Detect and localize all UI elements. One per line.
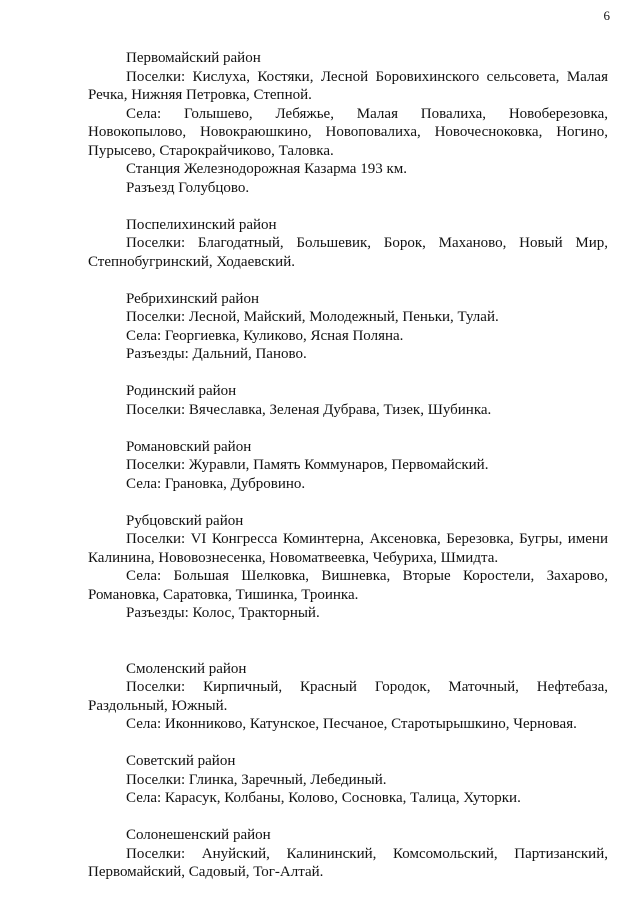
settlement-paragraph: Разъезды: Колос, Тракторный.	[126, 605, 320, 621]
settlement-paragraph: Села: Иконниково, Катунское, Песчаное, Старотырышкино, Черновая.	[126, 716, 577, 732]
district-title: Ребрихинский район	[126, 290, 259, 307]
district-title: Поспелихинский район	[126, 216, 277, 233]
settlement-paragraph: Села: Георгиевка, Куликово, Ясная Поляна.	[126, 327, 404, 344]
district-title: Смоленский район	[126, 660, 247, 677]
district-rebrikhinsky	[88, 290, 608, 364]
settlement-paragraph: Поселки: Лесной, Майский, Молодежный, Пеньки, Тулай.	[126, 309, 499, 325]
district-title: Солонешенский район	[126, 827, 271, 843]
settlement-paragraph: Поселки: Вячеславка, Зеленая Дубрава, Тизек, Шубинка.	[126, 401, 492, 418]
settlement-paragraph: Поселки: Ануйский, Калининский, Комсомольский, Партизанский, Первомайский, Садовый, Тог-Алтай.	[88, 845, 608, 880]
settlement-paragraph: Села: Голышево, Лебяжье, Малая Повалиха, Новоберезовка, Новокопылово, Новокраюшкино, Новоповалиха, Новочесноковка, Ногино, Пурысево, Старокрайчиково, Таловка.	[88, 105, 608, 159]
district-pervomaisky	[88, 49, 608, 197]
district-rodinsky	[88, 382, 608, 419]
district-rubtsovsky	[88, 512, 608, 623]
section-gap	[88, 641, 608, 660]
district-title: Романовский район	[126, 438, 252, 455]
document-body	[88, 49, 608, 900]
district-romanovsky	[88, 438, 608, 494]
district-title: Первомайский район	[126, 50, 261, 66]
settlement-paragraph: Станция Железнодорожная Казарма 193 км.	[126, 161, 407, 177]
district-title: Рубцовский район	[126, 512, 244, 529]
settlement-paragraph: Поселки: VI Конгресса Коминтерна, Аксеновка, Березовка, Бугры, имени Калинина, Нововознесенка, Новоматвеевка, Чебуриха, Шмидта.	[88, 531, 608, 566]
district-smolensky	[88, 660, 608, 734]
district-soloneshensky	[88, 826, 608, 882]
settlement-paragraph: Разъезд Голубцово.	[126, 179, 250, 196]
settlement-paragraph: Села: Большая Шелковка, Вишневка, Вторые Коростели, Захарово, Романовка, Саратовка, Тишинка, Троинка.	[88, 568, 608, 603]
settlement-paragraph: Села: Грановка, Дубровино.	[126, 475, 306, 492]
settlement-paragraph: Поселки: Журавли, Память Коммунаров, Первомайский.	[126, 457, 489, 473]
settlement-paragraph: Поселки: Благодатный, Большевик, Борок, Маханово, Новый Мир, Степнобугринский, Ходаевский.	[88, 235, 608, 270]
settlement-paragraph: Поселки: Кирпичный, Красный Городок, Маточный, Нефтебаза, Раздольный, Южный.	[88, 679, 608, 714]
district-sovetsky	[88, 752, 608, 808]
settlement-paragraph: Села: Карасук, Колбаны, Колово, Сосновка, Талица, Хуторки.	[126, 790, 521, 806]
settlement-paragraph: Поселки: Кислуха, Костяки, Лесной Боровихинского сельсовета, Малая Речка, Нижняя Петровка, Степной.	[88, 68, 608, 103]
district-title: Родинский район	[126, 383, 237, 399]
settlement-paragraph: Разъезды: Дальний, Паново.	[126, 346, 307, 362]
district-pospelikhinsky	[88, 216, 608, 272]
page-number: 6	[603, 8, 610, 23]
settlement-paragraph: Поселки: Глинка, Заречный, Лебединый.	[126, 771, 387, 788]
district-title: Советский район	[126, 753, 236, 769]
